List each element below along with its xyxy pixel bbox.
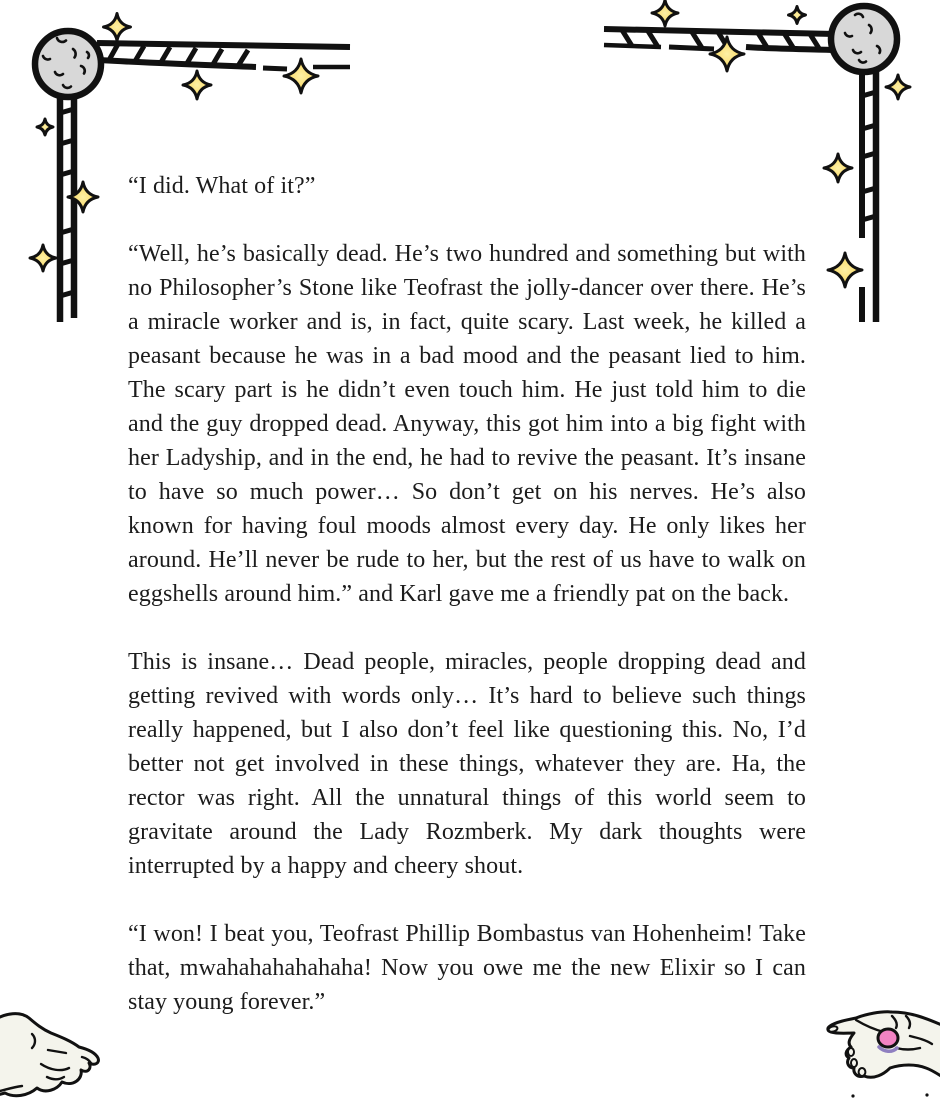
story-text <box>128 169 806 1053</box>
star-icon <box>284 59 318 93</box>
story-paragraph-4: “I won! I beat you, Teofrast Phillip Bombastus van Hohenheim! Take that, mwahahahahahaha! Now you owe me the new Elixir so I can stay young forever.” <box>128 921 806 1015</box>
star-icon <box>104 14 131 41</box>
star-icon <box>68 182 98 212</box>
star-icon <box>886 75 910 99</box>
ladder-icon <box>862 70 876 322</box>
hand-icon <box>0 1014 98 1096</box>
star-icon <box>652 0 678 26</box>
bottom-left-hand-illustration <box>0 1008 116 1100</box>
star-icon <box>710 37 744 71</box>
ink-dot <box>925 1093 928 1096</box>
star-icon <box>789 7 806 24</box>
moon-icon <box>35 31 101 97</box>
ink-dot <box>851 1094 854 1097</box>
ring-icon <box>878 1029 898 1047</box>
star-icon <box>30 245 56 271</box>
hand-icon <box>828 1012 940 1098</box>
ring-shadow <box>879 1047 897 1051</box>
star-icon <box>824 154 852 182</box>
ladder-icon <box>604 29 835 50</box>
star-icon <box>183 71 211 99</box>
story-paragraph-1: “I did. What of it?” <box>128 173 316 199</box>
bottom-right-hand-illustration <box>826 1002 940 1100</box>
ladder-icon <box>60 92 74 322</box>
story-paragraph-3: This is insane… Dead people, miracles, people dropping dead and getting revived with words only… It’s hard to believe such things really happened, but I also don’t feel like questioning this. No, I’d better not get involved in these things, whatever they are. Ha, the rector was right. All the unnatural things of this world seem to gravitate around the Lady Rozmberk. My dark thoughts were interrupted by a happy and cheery shout. <box>128 649 806 879</box>
star-icon <box>828 253 862 287</box>
star-icon <box>37 119 53 135</box>
story-paragraph-2: “Well, he’s basically dead. He’s two hundred and something but with no Philosopher’s Stone like Teofrast the jolly-dancer over there. He’s a miracle worker and is, in fact, quite scary. Last week, he killed a peasant because he was in a bad mood and the peasant lied to him. The scary part is he didn’t even touch him. He just told him to die and the guy dropped dead. Anyway, this got him into a big fight with her Ladyship, and in the end, he had to revive the peasant. It’s insane to have so much power… So don’t get on his nerves. He’s also known for having foul moods almost every day. He only likes her around. He’ll never be rude to her, but the rest of us have to walk on eggshells around him.” and Karl gave me a friendly pat on the back. <box>128 241 806 607</box>
moon-icon <box>831 6 897 72</box>
ladder-icon <box>97 43 350 69</box>
